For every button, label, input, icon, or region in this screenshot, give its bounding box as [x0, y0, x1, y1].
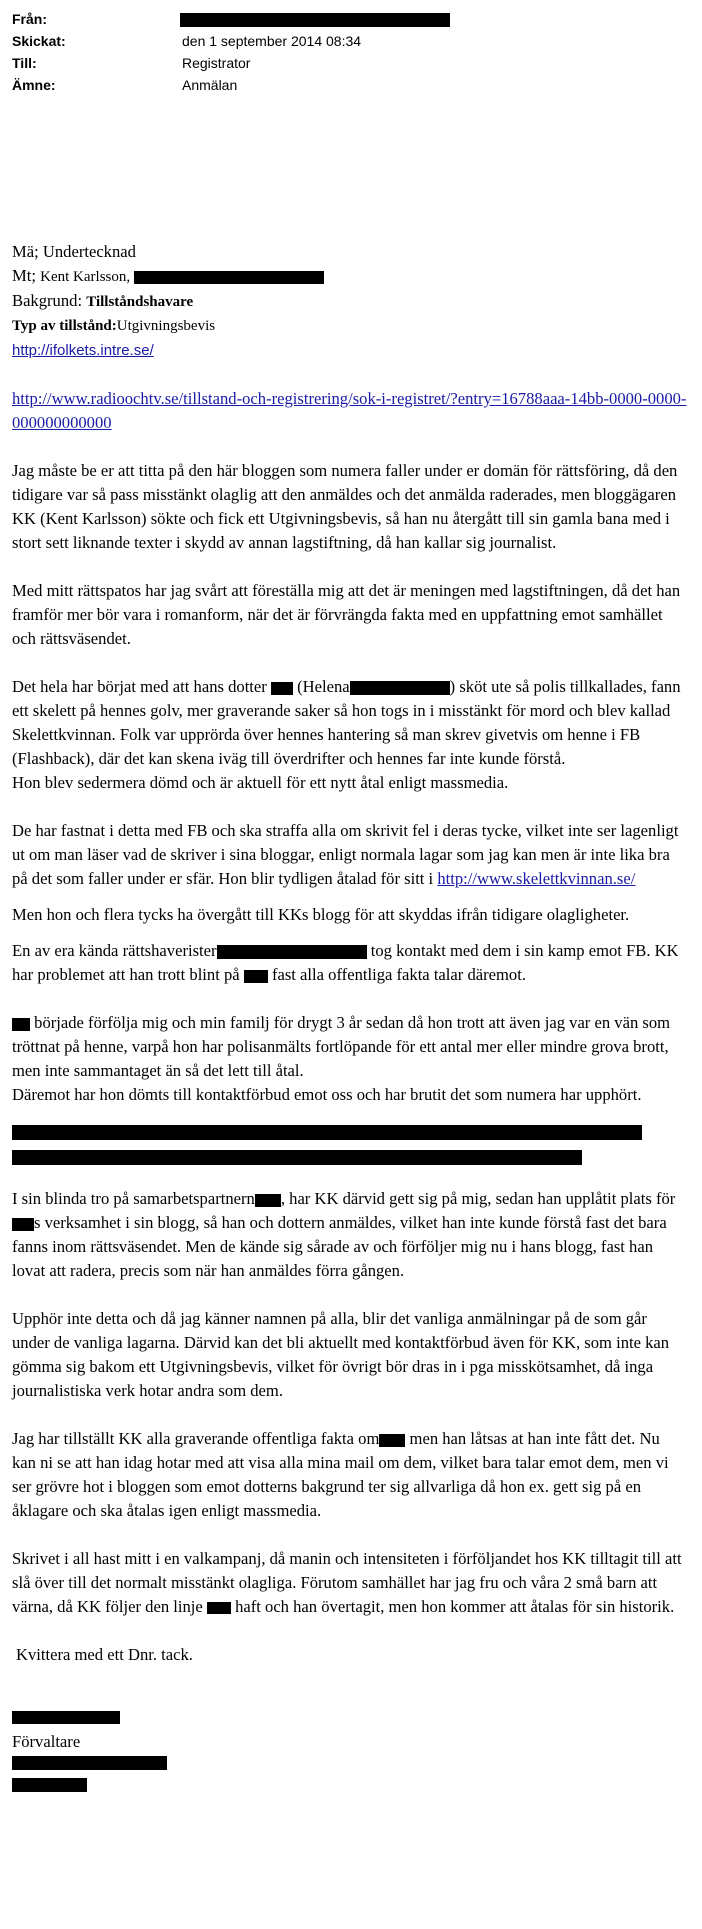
- redacted-name: [379, 1434, 405, 1447]
- mt-line: [12, 264, 687, 289]
- redacted-line: [12, 1150, 582, 1165]
- sent-value: den 1 september 2014 08:34: [182, 33, 362, 49]
- redacted-signature-line: [12, 1756, 167, 1770]
- paragraph-1: Jag måste be er att titta på den här bloggen som numera faller under er domän för rättsföring, då den tidigare var så pass misstänkt olaglig att den anmäldes och det anmälda raderades, men bloggägaren KK (Kent Karlsson) sökte och fick ett Utgivningsbevis, så han nu återgått till sin gamla bana med i stort sett liknande texter i skydd av annan lagstiftning, då han kallar sig journalist.: [12, 461, 678, 552]
- redacted-signature-line: [12, 1778, 87, 1792]
- skelettkvinnan-link[interactable]: http://www.skelettkvinnan.se/: [437, 869, 636, 888]
- typ-value: Utgivningsbevis: [116, 318, 216, 334]
- redacted-name: [12, 1218, 34, 1231]
- from-label: Från:: [12, 11, 47, 27]
- bakgrund-line: [12, 289, 687, 314]
- signature-block: [12, 1711, 687, 1792]
- paragraph-3-cont: Hon blev sedermera dömd och är aktuell för ett nytt åtal enligt massmedia.: [12, 773, 509, 792]
- redacted-signature-name: [12, 1711, 120, 1724]
- redacted-name: [244, 970, 268, 983]
- p8-text-a: I sin blinda tro på samarbetspartnern: [12, 1189, 255, 1208]
- bakgrund-value: Tillståndshavare: [86, 294, 194, 310]
- p8-text-b: , har KK därvid gett sig på mig, sedan han upplåtit plats för: [280, 1189, 676, 1208]
- from-row: [12, 8, 450, 30]
- p3-text-c: ) sköt ute så polis tillkallades, fann ett skelett på hennes golv, mer graverande saker så hon togs in i misstänkt för mord och blev kallad Skelettkvinnan. Folk var upprörda över hennes hantering så man skrev givetvis om henne i FB (Flashback), där det kan skena iväg till överdrifter och hennes far inte kunde förstå.: [12, 677, 681, 768]
- p8-text-c: s verksamhet i sin blogg, så han och dottern anmäldes, vilket han inte kunde förstå fast det bara fanns inom rättsväsendet. Men de kände sig sårade av och förföljer mig nu i hans blogg, fast han lovat att radera, precis som när han anmäldes förra gången.: [12, 1213, 667, 1280]
- signature-title: Förvaltare: [12, 1732, 81, 1751]
- paragraph-11: [12, 1547, 687, 1619]
- subject-value: Anmälan: [182, 77, 238, 93]
- paragraph-7-cont: Däremot har hon dömts till kontaktförbud emot oss och har brutit det som numera har upphört.: [12, 1085, 642, 1104]
- paragraph-5: Men hon och flera tycks ha övergått till KKs blogg för att skyddas ifrån tidigare olagligheter.: [12, 905, 630, 924]
- to-label: Till:: [12, 55, 37, 71]
- p11-text-a: Skrivet i all hast mitt i en valkampanj, då manin och intensiteten i förföljandet hos KK tilltagit till att slå över till det normalt misstänkt olagliga. Förutom samhället har jag fru och våra 2 små barn att värna, då KK följer den linje: [12, 1549, 682, 1616]
- paragraph-7: [12, 1011, 687, 1083]
- subject-row: [12, 74, 450, 96]
- p10-text-a: Jag har tillställt KK alla graverande offentliga fakta om: [12, 1429, 380, 1448]
- paragraph-3: [12, 675, 687, 771]
- paragraph-2: Med mitt rättspatos har jag svårt att föreställa mig att det är meningen med lagstiftningen, då det han framför mer bör vara i romanform, när det är förvrängda fakta med en uppfattning emot samhället och rättsväsendet.: [12, 581, 681, 648]
- bakgrund-label: Bakgrund:: [12, 291, 83, 310]
- p10-text-b: men han låtsas at han inte fått det. Nu kan ni se att han idag hotar med att visa alla mina mail om dem, vilket bara talar emot dem, men vi ser grövre hot i bloggen som emot dotterns bakgrund ter sig allvarliga då hon ex. gett sig på en åklagare och ska åtalas igen enligt massmedia.: [12, 1429, 669, 1520]
- paragraph-9: Upphör inte detta och då jag känner namnen på alla, blir det vanliga anmälningar på de som går under de vanliga lagarna. Därvid kan det bli aktuellt med kontaktförbud även för KK, som inte kan gömma sig bakom ett Utgivningsbevis, vilket för övrigt bör dras in i pga misskötsamhet, då inga journalistiska verk hotar andra som dem.: [12, 1309, 670, 1400]
- email-header: [12, 8, 450, 96]
- redacted-address: [134, 271, 324, 284]
- p3-text-a: Det hela har börjat med att hans dotter: [12, 677, 267, 696]
- p6-text-c: fast alla offentliga fakta talar däremot.: [271, 965, 526, 984]
- redacted-surname: [350, 681, 450, 695]
- redacted-name: [271, 682, 293, 695]
- p3-text-b: (Helena: [297, 677, 350, 696]
- redacted-line: [12, 1125, 642, 1140]
- letter-body: [12, 240, 687, 1792]
- intro-line: Mä; Undertecknad: [12, 242, 136, 261]
- typ-line: [12, 314, 687, 338]
- redacted-name: [12, 1018, 30, 1031]
- paragraph-10: [12, 1427, 687, 1523]
- mt-label: Mt;: [12, 266, 36, 285]
- typ-label: Typ av tillstånd:: [12, 318, 117, 334]
- redacted-block: [12, 1125, 687, 1165]
- p6-text-b: tog kontakt med dem i sin kamp emot FB. KK har problemet att han trott blint på: [12, 941, 679, 984]
- sent-row: [12, 30, 450, 52]
- subject-label: Ämne:: [12, 77, 56, 93]
- mt-name: Kent Karlsson,: [40, 269, 131, 285]
- sent-label: Skickat:: [12, 33, 66, 49]
- p6-text-a: En av era kända rättshaverister: [12, 941, 217, 960]
- to-row: [12, 52, 450, 74]
- redacted-name: [207, 1602, 231, 1614]
- p11-text-b: haft och han övertagit, men hon kommer att åtalas för sin historik.: [235, 1597, 675, 1616]
- paragraph-8: [12, 1187, 687, 1283]
- redacted-sender: [180, 13, 450, 27]
- registry-link[interactable]: http://www.radioochtv.se/tillstand-och-registrering/sok-i-registret/?entry=16788aaa-14bb-0000-0000-000000000000: [12, 389, 687, 432]
- closing-line: Kvittera med ett Dnr. tack.: [16, 1645, 193, 1664]
- to-value: Registrator: [182, 55, 251, 71]
- paragraph-4: [12, 819, 687, 891]
- redacted-name: [217, 945, 367, 959]
- p7-text: började förfölja mig och min familj för drygt 3 år sedan då hon trott att även jag var en vän som tröttnat på henne, varpå hon har polisanmälts fortlöpande för ett antal mer eller mindre grova brott, men inte sammantaget än så det lett till åtal.: [12, 1013, 671, 1080]
- redacted-name: [255, 1194, 281, 1207]
- p4-text: De har fastnat i detta med FB och ska straffa alla om skrivit fel i deras tycke, vilket inte ser lagenligt ut om man läser vad de skriver i sina bloggar, enligt normala lagar som jag kan men är inte lika bra på det som faller under er sfär. Hon blir tydligen åtalad för sitt i: [12, 821, 679, 888]
- paragraph-6: [12, 939, 687, 987]
- ifolkets-link[interactable]: http://ifolkets.intre.se/: [12, 342, 154, 359]
